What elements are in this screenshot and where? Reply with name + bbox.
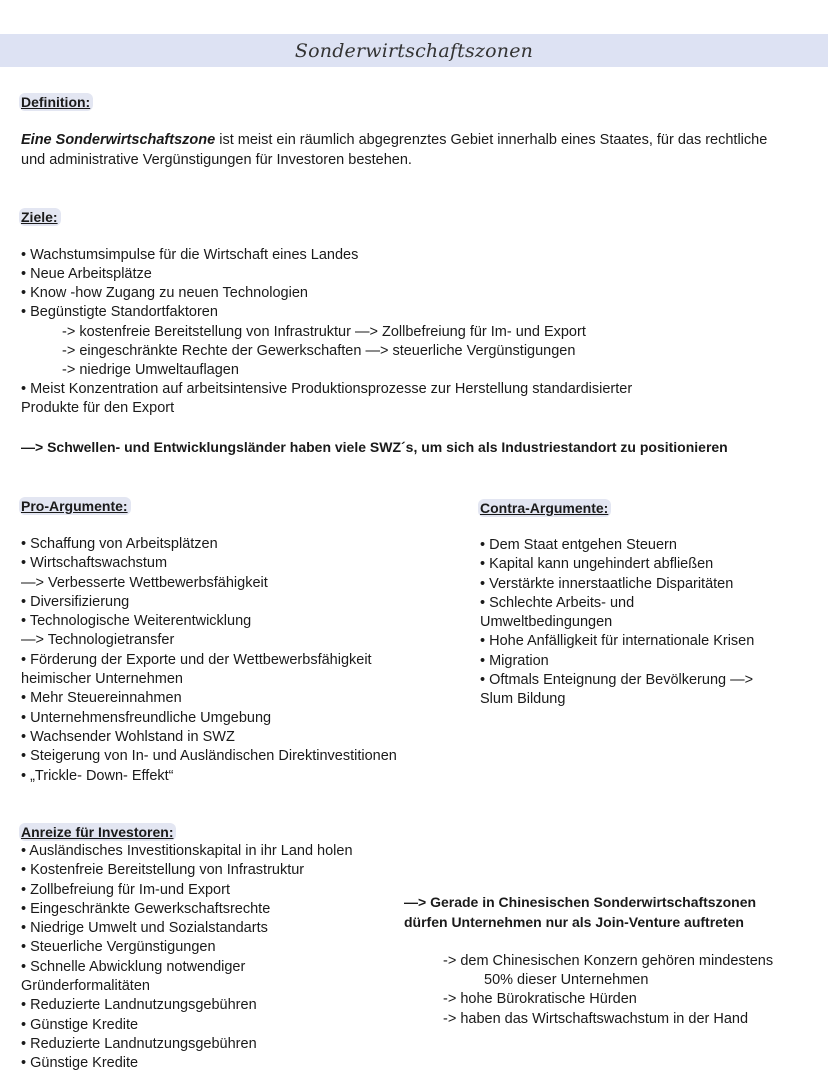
definition-heading: Definition: bbox=[19, 93, 93, 111]
anreize-item: • Kostenfreie Bereitstellung von Infrastruktur bbox=[21, 862, 305, 879]
anreize-item: Gründerformalitäten bbox=[21, 978, 150, 995]
contra-item: • Kapital kann ungehindert abfließen bbox=[480, 556, 714, 573]
china-subitem: -> hohe Bürokratische Hürden bbox=[443, 991, 637, 1007]
anreize-list bbox=[21, 842, 353, 1074]
pro-item: • „Trickle- Down- Effekt“ bbox=[21, 767, 174, 784]
anreize-item: • Eingeschränkte Gewerkschaftsrechte bbox=[21, 900, 271, 917]
pro-heading: Pro-Argumente: bbox=[19, 497, 131, 515]
ziele-item: • Know -how Zugang zu neuen Technologien bbox=[21, 285, 308, 301]
china-note-line2: dürfen Unternehmen nur als Join-Venture auftreten bbox=[404, 914, 744, 930]
anreize-item: • Reduzierte Landnutzungsgebühren bbox=[21, 1035, 257, 1052]
contra-item: • Schlechte Arbeits- und bbox=[480, 594, 635, 611]
ziele-subitem: -> kostenfreie Bereitstellung von Infrastruktur —> Zollbefreiung für Im- und Export bbox=[62, 324, 586, 340]
anreize-item: • Günstige Kredite bbox=[21, 1016, 139, 1033]
contra-item: • Oftmals Enteignung der Bevölkerung —> bbox=[480, 672, 754, 689]
pro-item: —> Technologietransfer bbox=[21, 632, 175, 649]
ziele-conclusion: —> Schwellen- und Entwicklungsländer haben viele SWZ´s, um sich als Industriestandort zu positionieren bbox=[21, 439, 728, 455]
anreize-item: • Schnelle Abwicklung notwendiger bbox=[21, 958, 246, 975]
china-note-line1: —> Gerade in Chinesischen Sonderwirtschaftszonen bbox=[404, 894, 757, 910]
definition-term: Eine Sonderwirtschaftszone bbox=[21, 132, 216, 148]
definition-text-line1: ist meist ein räumlich abgegrenztes Gebiet innerhalb eines Staates, für das rechtliche bbox=[215, 132, 768, 148]
title-bar bbox=[0, 34, 828, 67]
anreize-heading: Anreize für Investoren: bbox=[19, 823, 176, 841]
pro-item: heimischer Unternehmen bbox=[21, 671, 183, 688]
china-subitem: 50% dieser Unternehmen bbox=[484, 972, 649, 988]
pro-item: • Unternehmensfreundliche Umgebung bbox=[21, 709, 272, 726]
page-title: Sonderwirtschaftszonen bbox=[294, 39, 534, 62]
pro-item: • Steigerung von In- und Ausländischen Direktinvestitionen bbox=[21, 748, 397, 765]
contra-item: • Migration bbox=[480, 652, 549, 669]
pro-item: • Wirtschaftswachstum bbox=[21, 555, 168, 572]
contra-item: Slum Bildung bbox=[480, 691, 566, 708]
contra-list bbox=[480, 536, 754, 710]
anreize-item: • Günstige Kredite bbox=[21, 1055, 139, 1072]
pro-item: —> Verbesserte Wettbewerbsfähigkeit bbox=[21, 574, 268, 591]
china-subitem: -> haben das Wirtschaftswachstum in der Hand bbox=[443, 1011, 749, 1027]
anreize-item: • Steuerliche Vergünstigungen bbox=[21, 939, 216, 956]
ziele-item: Produkte für den Export bbox=[21, 400, 175, 416]
anreize-item: • Niedrige Umwelt und Sozialstandarts bbox=[21, 920, 268, 937]
contra-heading: Contra-Argumente: bbox=[478, 499, 611, 517]
contra-item: • Verstärkte innerstaatliche Disparitäten bbox=[480, 575, 734, 592]
ziele-item: • Begünstigte Standortfaktoren bbox=[21, 304, 218, 320]
contra-item: • Dem Staat entgehen Steuern bbox=[480, 537, 677, 553]
ziele-subitem: -> niedrige Umweltauflagen bbox=[62, 362, 239, 378]
pro-item: • Diversifizierung bbox=[21, 593, 130, 610]
pro-item: • Förderung der Exporte und der Wettbewerbsfähigkeit bbox=[21, 651, 372, 668]
definition-text bbox=[21, 131, 811, 170]
ziele-subitem: -> eingeschränkte Rechte der Gewerkschaften —> steuerliche Vergünstigungen bbox=[62, 343, 576, 359]
contra-item: • Hohe Anfälligkeit für internationale Krisen bbox=[480, 633, 755, 650]
anreize-item: • Reduzierte Landnutzungsgebühren bbox=[21, 997, 257, 1014]
definition-text-line2: und administrative Vergünstigungen für Investoren bestehen. bbox=[21, 151, 412, 168]
ziele-item: • Neue Arbeitsplätze bbox=[21, 266, 152, 282]
pro-item: • Wachsender Wohlstand in SWZ bbox=[21, 728, 235, 745]
ziele-item: • Meist Konzentration auf arbeitsintensive Produktionsprozesse zur Herstellung standardisierter bbox=[21, 381, 633, 397]
contra-item: Umweltbedingungen bbox=[480, 614, 613, 631]
pro-item: • Mehr Steuereinnahmen bbox=[21, 690, 182, 707]
ziele-item: • Wachstumsimpulse für die Wirtschaft eines Landes bbox=[21, 247, 359, 263]
ziele-heading: Ziele: bbox=[19, 208, 61, 226]
china-subitem: -> dem Chinesischen Konzern gehören mindestens bbox=[443, 953, 774, 969]
pro-list bbox=[21, 535, 397, 786]
pro-item: • Schaffung von Arbeitsplätzen bbox=[21, 536, 218, 552]
anreize-item: • Ausländisches Investitionskapital in ihr Land holen bbox=[21, 843, 353, 859]
anreize-item: • Zollbefreiung für Im-und Export bbox=[21, 881, 230, 898]
pro-item: • Technologische Weiterentwicklung bbox=[21, 613, 252, 630]
